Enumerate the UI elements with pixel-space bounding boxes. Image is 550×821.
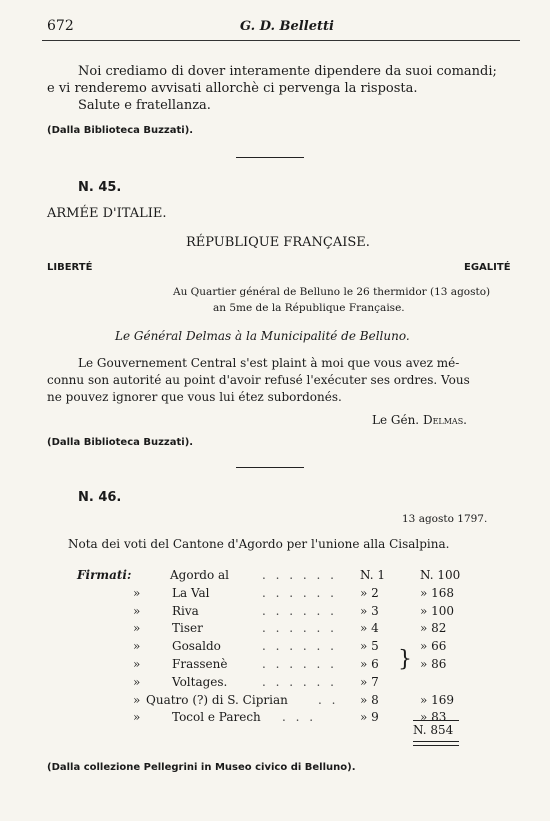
row-place: Quatro (?) di S. Ciprian (146, 693, 288, 707)
army-heading: ARMÉE D'ITALIE. (47, 206, 167, 221)
leader-dots: . . . . . . (262, 568, 337, 582)
leader-dots: . . . . . . (262, 586, 337, 600)
row-mark: » (133, 675, 141, 689)
row-number: » 6 (360, 657, 379, 671)
document-title: Nota dei voti del Cantone d'Agordo per l'unione alla Cisalpina. (68, 537, 450, 551)
row-votes: » 66 (420, 639, 447, 653)
republic-heading: RÉPUBLIQUE FRANÇAISE. (186, 235, 370, 250)
firmati-label: Firmati: (77, 568, 132, 582)
document-number: N. 45. (78, 180, 122, 195)
signature-prefix: Le Gén. (372, 413, 420, 427)
row-number: » 9 (360, 710, 379, 724)
page-number: 672 (47, 18, 74, 34)
row-mark: » (133, 657, 141, 671)
row-votes: » 100 (420, 604, 455, 618)
section-separator (236, 467, 304, 468)
leader-dots: . . . . . . (262, 621, 337, 635)
source-note-1: (Dalla Biblioteca Buzzati). (47, 125, 194, 136)
row-number: » 3 (360, 604, 379, 618)
signature (372, 413, 467, 427)
row-place: La Val (172, 586, 210, 600)
row-place: Riva (172, 604, 199, 618)
row-mark: » (133, 621, 141, 635)
body-line-2: connu son autorité au point d'avoir refusé l'exécuter ses ordres. Vous (47, 373, 470, 387)
row-place: Frassenè (172, 657, 228, 671)
merged-votes: » 86 (420, 657, 447, 671)
letter-address: Le Général Delmas à la Municipalité de Belluno. (115, 329, 410, 343)
body-line-3: ne pouvez ignorer que vous lui étez subordonés. (47, 390, 342, 404)
leader-dots: . . . . . . (262, 657, 337, 671)
motto-liberte: LIBERTÉ (47, 262, 93, 273)
letter-line-2: e vi renderemo avvisati allorchè ci pervenga la risposta. (47, 81, 418, 96)
motto-egalite: EGALITÉ (464, 262, 511, 273)
vote-total: N. 854 (413, 723, 454, 737)
row-votes: » 168 (420, 586, 455, 600)
row-number: » 2 (360, 586, 379, 600)
row-place: Gosaldo (172, 639, 221, 653)
place-date-line-1: Au Quartier général de Belluno le 26 thermidor (13 agosto) (173, 286, 491, 298)
total-rule (413, 720, 459, 721)
row-votes: » 82 (420, 621, 447, 635)
row-mark: » (133, 639, 141, 653)
row-number: N. 1 (360, 568, 385, 582)
row-votes: N. 100 (420, 568, 461, 582)
row-votes: » 169 (420, 693, 455, 707)
row-mark: » (133, 693, 141, 707)
row-mark: » (133, 710, 141, 724)
row-mark: » (133, 604, 141, 618)
leader-dots: . . . . . . (262, 639, 337, 653)
row-place: Tocol e Parech (172, 710, 261, 724)
row-mark: » (133, 586, 141, 600)
brace-icon: } (398, 647, 412, 672)
source-note-2: (Dalla Biblioteca Buzzati). (47, 437, 194, 448)
leader-dots: . . (318, 693, 339, 707)
row-votes: » 83 (420, 710, 447, 724)
row-number: » 4 (360, 621, 379, 635)
leader-dots: . . . . . . (262, 604, 337, 618)
leader-dots: . . . (282, 710, 317, 724)
document-date: 13 agosto 1797. (402, 513, 488, 525)
row-place: Tiser (172, 621, 203, 635)
letter-line-1: Noi crediamo di dover interamente dipendere da suoi comandi; (78, 64, 497, 79)
total-double-rule (413, 741, 459, 746)
document-number: N. 46. (78, 490, 122, 505)
row-place: Voltages. (172, 675, 228, 689)
header-rule (42, 40, 520, 41)
row-number: » 8 (360, 693, 379, 707)
signature-name: Delmas. (422, 413, 467, 427)
row-number: » 5 (360, 639, 379, 653)
body-line-1: Le Gouvernement Central s'est plaint à moi que vous avez mé- (78, 356, 460, 370)
letter-line-3: Salute e fratellanza. (78, 98, 211, 113)
leader-dots: . . . . . . (262, 675, 337, 689)
section-separator (236, 157, 304, 158)
place-date-line-2: an 5me de la République Française. (213, 302, 405, 314)
source-note-3: (Dalla collezione Pellegrini in Museo civico di Belluno). (47, 762, 356, 773)
row-number: » 7 (360, 675, 379, 689)
running-title: G. D. Belletti (240, 19, 334, 34)
row-place: Agordo al (170, 568, 230, 582)
